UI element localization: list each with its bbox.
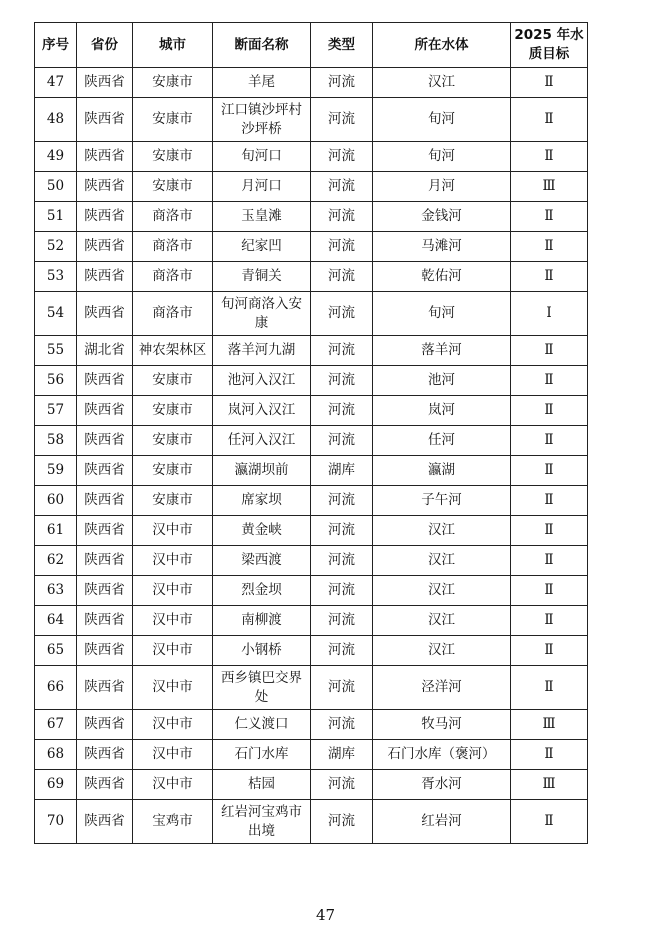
cell-quality-target: Ⅱ <box>511 202 588 232</box>
cell-section-name: 江口镇沙坪村沙坪桥 <box>213 98 311 142</box>
cell-water-body: 马滩河 <box>373 232 511 262</box>
cell-province: 陕西省 <box>77 516 133 546</box>
cell-province: 陕西省 <box>77 232 133 262</box>
table-row <box>35 606 588 636</box>
header-index: 序号 <box>35 23 77 68</box>
table-row <box>35 770 588 800</box>
cell-section-name: 黄金峡 <box>213 516 311 546</box>
cell-city: 宝鸡市 <box>133 800 213 844</box>
cell-quality-target: Ⅱ <box>511 98 588 142</box>
cell-water-body: 汉江 <box>373 636 511 666</box>
cell-type: 河流 <box>311 202 373 232</box>
cell-province: 陕西省 <box>77 142 133 172</box>
cell-section-name: 旬河商洛入安康 <box>213 292 311 336</box>
cell-quality-target: Ⅱ <box>511 456 588 486</box>
cell-city: 神农架林区 <box>133 336 213 366</box>
table-row <box>35 740 588 770</box>
cell-index: 49 <box>35 142 77 172</box>
table-row <box>35 232 588 262</box>
table-row <box>35 666 588 710</box>
cell-section-name: 红岩河宝鸡市出境 <box>213 800 311 844</box>
cell-type: 河流 <box>311 98 373 142</box>
cell-section-name: 仁义渡口 <box>213 710 311 740</box>
cell-water-body: 岚河 <box>373 396 511 426</box>
cell-section-name: 青铜关 <box>213 262 311 292</box>
table-row <box>35 710 588 740</box>
cell-quality-target: Ⅱ <box>511 576 588 606</box>
cell-quality-target: Ⅱ <box>511 232 588 262</box>
cell-city: 汉中市 <box>133 546 213 576</box>
cell-city: 安康市 <box>133 172 213 202</box>
cell-index: 70 <box>35 800 77 844</box>
cell-index: 52 <box>35 232 77 262</box>
cell-type: 河流 <box>311 142 373 172</box>
table-header-row <box>35 23 588 68</box>
cell-index: 47 <box>35 68 77 98</box>
cell-province: 陕西省 <box>77 546 133 576</box>
table-row <box>35 172 588 202</box>
cell-province: 陕西省 <box>77 366 133 396</box>
cell-province: 陕西省 <box>77 606 133 636</box>
cell-province: 陕西省 <box>77 800 133 844</box>
cell-province: 陕西省 <box>77 426 133 456</box>
table-row <box>35 68 588 98</box>
cell-type: 河流 <box>311 546 373 576</box>
table-body <box>35 68 588 844</box>
cell-type: 河流 <box>311 68 373 98</box>
cell-city: 安康市 <box>133 68 213 98</box>
cell-city: 安康市 <box>133 486 213 516</box>
cell-water-body: 牧马河 <box>373 710 511 740</box>
table-row <box>35 262 588 292</box>
cell-type: 河流 <box>311 336 373 366</box>
table-row <box>35 486 588 516</box>
cell-quality-target: Ⅱ <box>511 68 588 98</box>
cell-section-name: 月河口 <box>213 172 311 202</box>
cell-city: 汉中市 <box>133 576 213 606</box>
cell-index: 55 <box>35 336 77 366</box>
cell-index: 61 <box>35 516 77 546</box>
cell-type: 河流 <box>311 636 373 666</box>
table-row <box>35 426 588 456</box>
cell-type: 河流 <box>311 366 373 396</box>
cell-quality-target: Ⅱ <box>511 336 588 366</box>
cell-province: 陕西省 <box>77 262 133 292</box>
cell-quality-target: Ⅱ <box>511 666 588 710</box>
cell-city: 汉中市 <box>133 666 213 710</box>
cell-quality-target: Ⅱ <box>511 800 588 844</box>
cell-type: 河流 <box>311 486 373 516</box>
cell-water-body: 汉江 <box>373 68 511 98</box>
cell-index: 58 <box>35 426 77 456</box>
cell-province: 陕西省 <box>77 172 133 202</box>
table-row <box>35 98 588 142</box>
cell-index: 67 <box>35 710 77 740</box>
cell-water-body: 石门水库（褒河） <box>373 740 511 770</box>
header-section-name: 断面名称 <box>213 23 311 68</box>
cell-index: 62 <box>35 546 77 576</box>
cell-water-body: 汉江 <box>373 516 511 546</box>
cell-water-body: 金钱河 <box>373 202 511 232</box>
cell-section-name: 落羊河九湖 <box>213 336 311 366</box>
cell-province: 湖北省 <box>77 336 133 366</box>
cell-section-name: 羊尾 <box>213 68 311 98</box>
cell-section-name: 纪家凹 <box>213 232 311 262</box>
cell-water-body: 旬河 <box>373 292 511 336</box>
cell-city: 汉中市 <box>133 710 213 740</box>
cell-water-body: 子午河 <box>373 486 511 516</box>
cell-type: 河流 <box>311 262 373 292</box>
cell-type: 湖库 <box>311 456 373 486</box>
cell-section-name: 烈金坝 <box>213 576 311 606</box>
cell-type: 湖库 <box>311 740 373 770</box>
table-row <box>35 202 588 232</box>
cell-type: 河流 <box>311 232 373 262</box>
cell-water-body: 红岩河 <box>373 800 511 844</box>
cell-index: 48 <box>35 98 77 142</box>
cell-quality-target: Ⅱ <box>511 516 588 546</box>
cell-section-name: 梁西渡 <box>213 546 311 576</box>
table-row <box>35 516 588 546</box>
cell-water-body: 瀛湖 <box>373 456 511 486</box>
cell-index: 65 <box>35 636 77 666</box>
cell-city: 安康市 <box>133 98 213 142</box>
cell-province: 陕西省 <box>77 576 133 606</box>
cell-water-body: 月河 <box>373 172 511 202</box>
cell-section-name: 桔园 <box>213 770 311 800</box>
cell-quality-target: Ⅱ <box>511 366 588 396</box>
cell-section-name: 南柳渡 <box>213 606 311 636</box>
cell-type: 河流 <box>311 396 373 426</box>
table-row <box>35 636 588 666</box>
cell-quality-target: Ⅱ <box>511 142 588 172</box>
cell-water-body: 任河 <box>373 426 511 456</box>
cell-city: 汉中市 <box>133 516 213 546</box>
cell-water-body: 胥水河 <box>373 770 511 800</box>
cell-quality-target: Ⅱ <box>511 606 588 636</box>
header-city: 城市 <box>133 23 213 68</box>
cell-water-body: 汉江 <box>373 606 511 636</box>
cell-section-name: 西乡镇巴交界处 <box>213 666 311 710</box>
cell-water-body: 汉江 <box>373 576 511 606</box>
cell-water-body: 落羊河 <box>373 336 511 366</box>
cell-water-body: 乾佑河 <box>373 262 511 292</box>
cell-index: 64 <box>35 606 77 636</box>
cell-water-body: 旬河 <box>373 98 511 142</box>
table-row <box>35 456 588 486</box>
cell-province: 陕西省 <box>77 98 133 142</box>
cell-quality-target: Ⅱ <box>511 426 588 456</box>
header-province: 省份 <box>77 23 133 68</box>
cell-type: 河流 <box>311 800 373 844</box>
cell-quality-target: Ⅰ <box>511 292 588 336</box>
cell-type: 河流 <box>311 576 373 606</box>
cell-city: 安康市 <box>133 142 213 172</box>
cell-quality-target: Ⅱ <box>511 396 588 426</box>
cell-index: 66 <box>35 666 77 710</box>
cell-city: 汉中市 <box>133 606 213 636</box>
cell-index: 60 <box>35 486 77 516</box>
cell-section-name: 席家坝 <box>213 486 311 516</box>
cell-type: 河流 <box>311 770 373 800</box>
cell-city: 商洛市 <box>133 262 213 292</box>
cell-quality-target: Ⅱ <box>511 546 588 576</box>
table-row <box>35 292 588 336</box>
cell-quality-target: Ⅲ <box>511 770 588 800</box>
cell-index: 54 <box>35 292 77 336</box>
cell-province: 陕西省 <box>77 292 133 336</box>
cell-quality-target: Ⅱ <box>511 486 588 516</box>
cell-water-body: 汉江 <box>373 546 511 576</box>
cell-city: 汉中市 <box>133 740 213 770</box>
table-row <box>35 336 588 366</box>
page-number: 47 <box>315 906 336 924</box>
cell-index: 57 <box>35 396 77 426</box>
cell-province: 陕西省 <box>77 396 133 426</box>
cell-index: 50 <box>35 172 77 202</box>
cell-province: 陕西省 <box>77 202 133 232</box>
cell-quality-target: Ⅱ <box>511 262 588 292</box>
cell-province: 陕西省 <box>77 666 133 710</box>
table-row <box>35 576 588 606</box>
cell-water-body: 旬河 <box>373 142 511 172</box>
cell-section-name: 旬河口 <box>213 142 311 172</box>
cell-quality-target: Ⅲ <box>511 710 588 740</box>
cell-section-name: 瀛湖坝前 <box>213 456 311 486</box>
cell-city: 安康市 <box>133 396 213 426</box>
cell-province: 陕西省 <box>77 456 133 486</box>
cell-index: 51 <box>35 202 77 232</box>
cell-type: 河流 <box>311 710 373 740</box>
cell-city: 商洛市 <box>133 292 213 336</box>
cell-province: 陕西省 <box>77 770 133 800</box>
cell-province: 陕西省 <box>77 68 133 98</box>
header-type: 类型 <box>311 23 373 68</box>
cell-section-name: 小钢桥 <box>213 636 311 666</box>
cell-index: 63 <box>35 576 77 606</box>
cell-section-name: 任河入汉江 <box>213 426 311 456</box>
cell-section-name: 池河入汉江 <box>213 366 311 396</box>
cell-type: 河流 <box>311 516 373 546</box>
cell-section-name: 岚河入汉江 <box>213 396 311 426</box>
cell-city: 安康市 <box>133 426 213 456</box>
table-row <box>35 800 588 844</box>
cell-type: 河流 <box>311 666 373 710</box>
cell-quality-target: Ⅲ <box>511 172 588 202</box>
cell-quality-target: Ⅱ <box>511 636 588 666</box>
cell-index: 69 <box>35 770 77 800</box>
cell-index: 56 <box>35 366 77 396</box>
cell-water-body: 池河 <box>373 366 511 396</box>
table-row <box>35 396 588 426</box>
cell-index: 59 <box>35 456 77 486</box>
cell-type: 河流 <box>311 606 373 636</box>
cell-province: 陕西省 <box>77 740 133 770</box>
header-water-body: 所在水体 <box>373 23 511 68</box>
cell-index: 68 <box>35 740 77 770</box>
header-quality-target: 2025 年水质目标 <box>511 23 588 68</box>
cell-type: 河流 <box>311 292 373 336</box>
cell-city: 汉中市 <box>133 770 213 800</box>
cell-index: 53 <box>35 262 77 292</box>
cell-city: 汉中市 <box>133 636 213 666</box>
table-row <box>35 546 588 576</box>
table-row <box>35 142 588 172</box>
cell-section-name: 石门水库 <box>213 740 311 770</box>
table-row <box>35 366 588 396</box>
cell-province: 陕西省 <box>77 486 133 516</box>
water-quality-table <box>34 22 588 844</box>
cell-quality-target: Ⅱ <box>511 740 588 770</box>
cell-city: 安康市 <box>133 456 213 486</box>
cell-province: 陕西省 <box>77 636 133 666</box>
cell-city: 安康市 <box>133 366 213 396</box>
cell-type: 河流 <box>311 426 373 456</box>
cell-type: 河流 <box>311 172 373 202</box>
cell-city: 商洛市 <box>133 202 213 232</box>
cell-province: 陕西省 <box>77 710 133 740</box>
cell-water-body: 泾洋河 <box>373 666 511 710</box>
cell-section-name: 玉皇滩 <box>213 202 311 232</box>
cell-city: 商洛市 <box>133 232 213 262</box>
